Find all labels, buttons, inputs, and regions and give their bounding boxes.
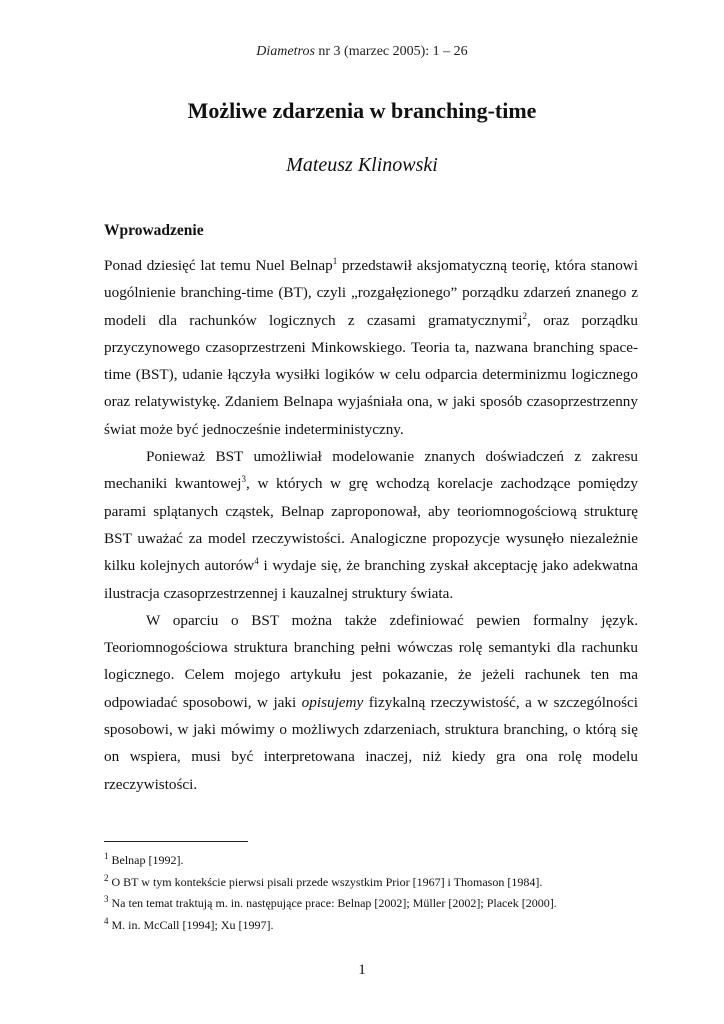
paragraph-1-text-b: przedstawił aksjomatyczną teorię, która stanowi uogólnienie branching-time (BT), czyli „rozgałęzionego” porządku zdarzeń znanego z modeli dla rachunków logicznych z czasami gramatycznymi — [104, 257, 638, 329]
paragraph-1-text-c: , oraz porządku przyczynowego czasoprzestrzeni Minkowskiego. Teoria ta, nazwana branching space-time (BST), udanie łączyła wysiłki logików w celu odparcia determinizmu logicznego oraz relatywistykę. Zdaniem Belnapa wyjaśniała ona, w jaki sposób czasoprzestrzenny świat może być jednocześnie indeterministyczny. — [104, 311, 638, 438]
emphasis-opisujemy: opisujemy — [301, 693, 364, 711]
article-title: Możliwe zdarzenia w branching-time — [187, 98, 537, 123]
footnote-3 — [104, 893, 638, 915]
body-text — [104, 252, 638, 798]
footnotes — [104, 850, 638, 936]
paragraph-2-text-a: Ponieważ BST umożliwiał modelowanie znanych doświadczeń z zakresu mechaniki kwantowej — [104, 448, 638, 493]
paragraph-2 — [104, 443, 638, 607]
footnote-2 — [104, 872, 638, 894]
footnote-text: Na ten temat traktują m. in. następujące prace: Belnap [2002]; Müller [2002]; Placek [2000]. — [108, 896, 557, 910]
footnote-ref-4[interactable]: 4 — [254, 556, 259, 567]
footnote-1 — [104, 850, 638, 872]
footnote-ref-2[interactable]: 2 — [522, 310, 528, 321]
footnote-number: 4 — [104, 915, 109, 926]
footnote-number: 1 — [104, 851, 109, 861]
paragraph-2-text-b: , w których w grę wchodzą korelacje zachodzące pomiędzy parami splątanych cząstek, Belnap zaproponował, aby teoriomnogościową strukturę BST uważać za model rzeczywistości. Analogiczne propozycje wysunęło niezależnie kilku kolejnych autorów — [104, 475, 638, 575]
paragraph-3-text-b: fizykalną rzeczywistość, a w szczególności sposobowi, w jaki mówimy o możliwych zdarzeniach, struktura branching, o którą się on wspiera, musi być interpretowana inaczej, niż kiedy gra ona rolę modelu rzeczywistości. — [104, 693, 638, 793]
author-name: Mateusz Klinowski — [286, 154, 438, 176]
paragraph-1 — [104, 252, 638, 443]
footnote-divider — [104, 841, 248, 842]
paragraph-3 — [104, 607, 638, 798]
paragraph-3-text-a: W oparciu o BST można także zdefiniować pewien formalny język. Teoriomnogościowa struktura branching pełni wówczas rolę semantyki dla rachunku logicznego. Celem mojego artykułu jest pokazanie, że jeżeli rachunek ten ma odpowiadać sposobowi, w jaki — [104, 611, 638, 711]
page-number: 1 — [358, 962, 366, 978]
journal-header — [0, 44, 724, 60]
footnote-ref-1[interactable]: 1 — [332, 255, 338, 266]
paragraph-2-text-c: i wydaje się, że branching zyskał akceptację jako adekwatna ilustracja czasoprzestrzennej i kauzalnej struktury świata. — [104, 557, 638, 602]
section-heading: Wprowadzenie — [104, 222, 204, 239]
footnote-text: Belnap [1992]. — [108, 853, 184, 867]
paragraph-1-text-a: Ponad dziesięć lat temu Nuel Belnap — [104, 257, 333, 274]
footnote-number: 3 — [104, 894, 109, 904]
footnote-text: M. in. McCall [1994]; Xu [1997]. — [108, 917, 274, 932]
footnote-number: 2 — [104, 872, 109, 883]
footnote-text: O BT w tym kontekście pierwsi pisali przede wszystkim Prior [1967] i Thomason [1984]. — [108, 874, 543, 889]
journal-name: Diametros — [256, 44, 315, 59]
journal-issue: nr 3 (marzec 2005): 1 – 26 — [318, 44, 468, 59]
footnote-ref-3[interactable]: 3 — [241, 474, 247, 485]
footnote-4 — [104, 915, 638, 937]
